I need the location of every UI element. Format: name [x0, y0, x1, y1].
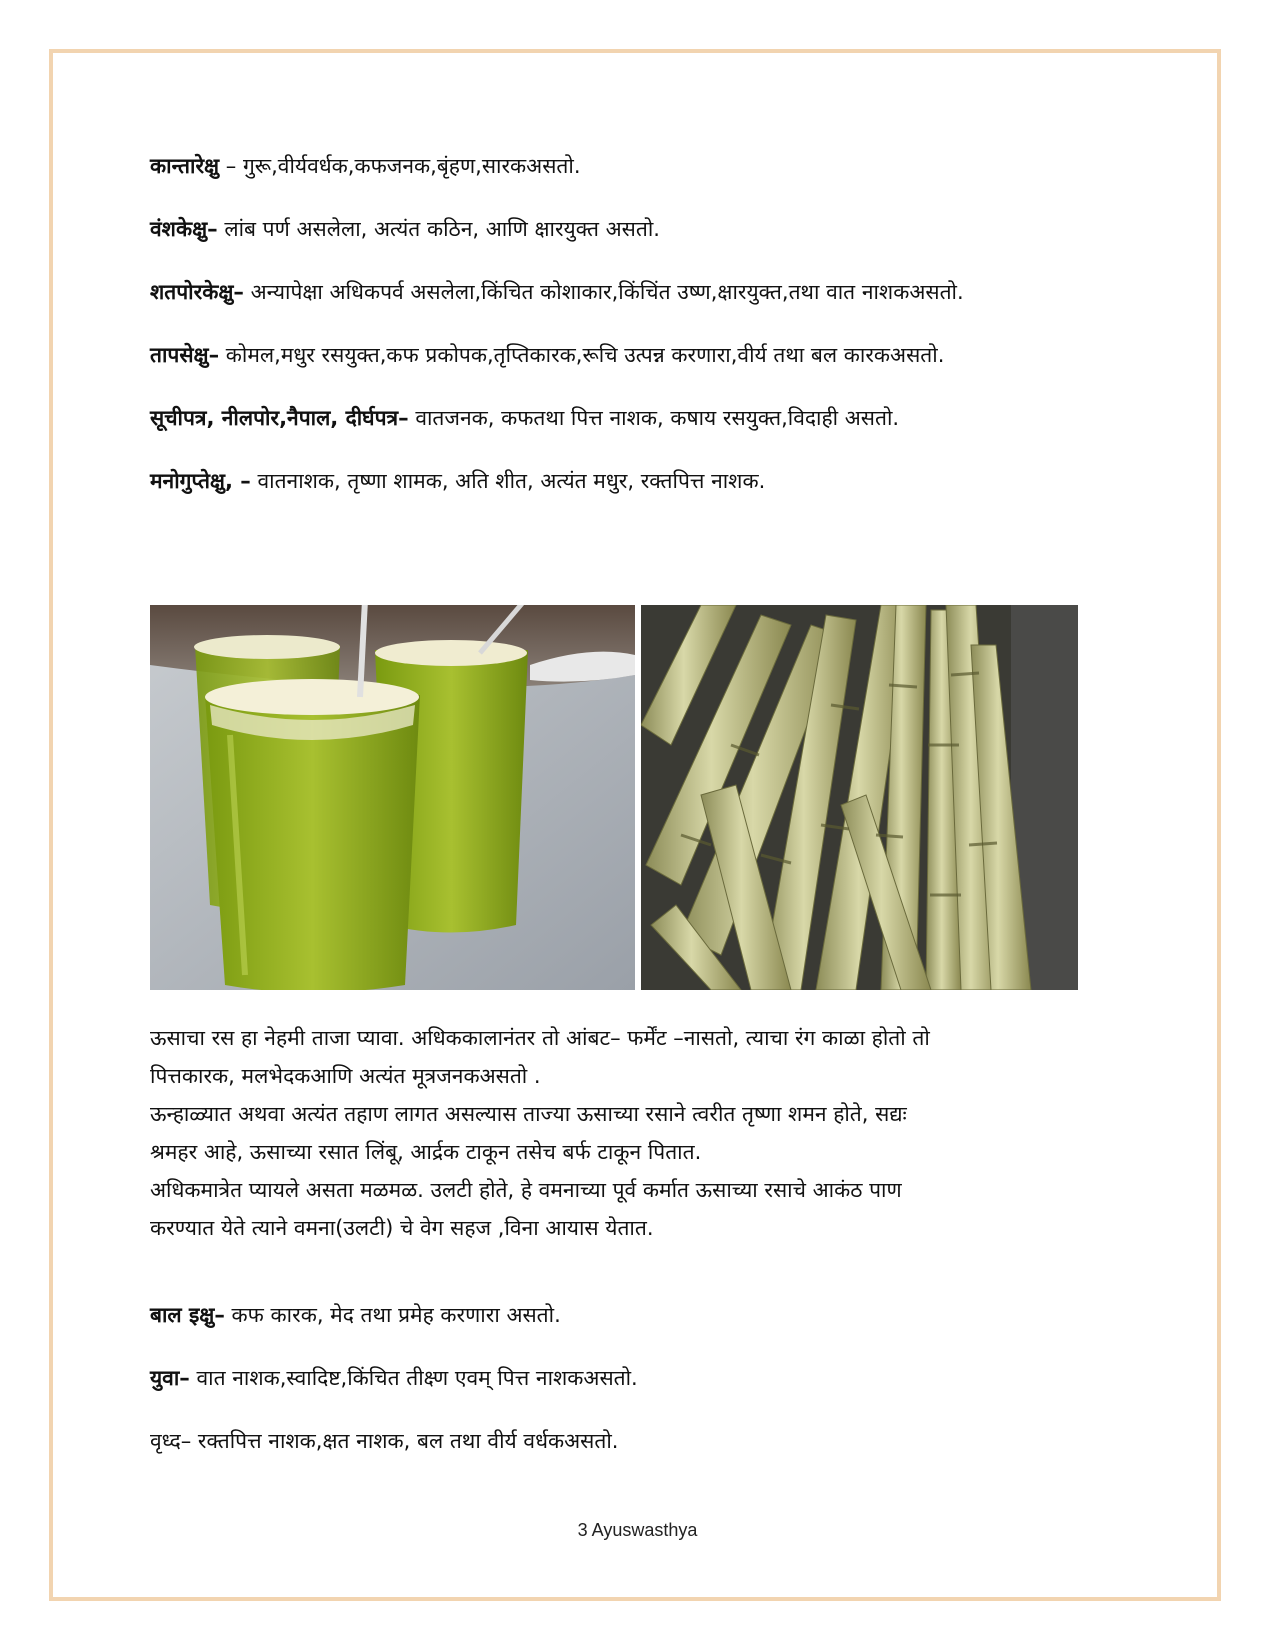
term: शतपोरकेक्षु– [150, 280, 244, 304]
description: कफ कारक, मेद तथा प्रमेह करणारा असतो. [231, 1303, 561, 1327]
body-section [150, 1019, 1110, 1247]
term: तापसेक्षु– [150, 343, 220, 367]
term: मनोगुप्तेक्षु, – [150, 469, 251, 493]
description: लांब पर्ण असलेला, अत्यंत कठिन, आणि क्षारयुक्त असतो. [224, 217, 660, 241]
sugarcane-juice-photo [150, 605, 635, 990]
paragraph-kantarekshu: कान्तारेक्षु – गुरू,वीर्यवर्धक,कफजनक,बृंहण,सारकअसतो. [150, 154, 581, 178]
body-line: अधिकमात्रेत प्यायले असता मळमळ. उलटी होते, हे वमनाच्या पूर्व कर्मात ऊसाच्या रसाचे आकंठ पाण [150, 1178, 902, 1202]
paragraph-manoguptekshu [150, 465, 1110, 497]
description: वात नाशक,स्वादिष्ट,किंचित तीक्ष्ण एवम् पित्त नाशकअसतो. [196, 1366, 638, 1390]
sugarcane-stalks-photo [641, 605, 1078, 990]
description: अन्यापेक्षा अधिकपर्व असलेला,किंचित कोशाकार,किंचिंत उष्ण,क्षारयुक्त,तथा वात नाशकअसतो. [250, 280, 964, 304]
term: बाल इक्षु– [150, 1303, 225, 1327]
paragraph-tapasekshu [150, 339, 1110, 371]
term: वृध्द– [150, 1429, 192, 1453]
term: युवा– [150, 1366, 190, 1390]
description: रक्तपित्त नाशक,क्षत नाशक, बल तथा वीर्य वर्धकअसतो. [197, 1429, 619, 1453]
age-section [150, 1299, 1110, 1488]
description: कोमल,मधुर रसयुक्त,कफ प्रकोपक,तृप्तिकारक,रूचि उत्पन्न करणारा,वीर्य तथा बल कारकअसतो. [225, 343, 945, 367]
paragraph-yuva [150, 1362, 1110, 1394]
paragraph-bal-ikshu [150, 1299, 1110, 1331]
description: वातजनक, कफतथा पित्त नाशक, कषाय रसयुक्त,विदाही असतो. [415, 406, 900, 430]
term: सूचीपत्र, नीलपोर,नैपाल, दीर्घपत्र– [150, 406, 409, 430]
body-line: ऊसाचा रस हा नेहमी ताजा प्यावा. अधिककालानंतर तो आंबट– फर्मेंट –नासतो, त्याचा रंग काळा होतो तो [150, 1026, 930, 1050]
page-footer: 3 Ayuswasthya [577, 1520, 698, 1540]
intro-section [150, 150, 1110, 528]
paragraph-suchipatra [150, 402, 1110, 434]
photo-row [150, 605, 1078, 990]
body-line: करण्यात येते त्याने वमना(उलटी) चे वेग सहज ,विना आयास येतात. [150, 1216, 654, 1240]
term: कान्तारेक्षु [150, 154, 220, 178]
paragraph-vriddha [150, 1425, 1110, 1457]
term: वंशकेक्षु– [150, 217, 218, 241]
body-line: ऊन्हाळ्यात अथवा अत्यंत तहाण लागत असल्यास ताज्या ऊसाच्या रसाने त्वरीत तृष्णा शमन होते, सद्यः [150, 1102, 907, 1126]
description: गुरू,वीर्यवर्धक,कफजनक,बृंहण,सारकअसतो. [242, 154, 581, 178]
body-line: पित्तकारक, मलभेदकआणि अत्यंत मूत्रजनकअसतो . [150, 1064, 541, 1088]
paragraph-vanshakekshu [150, 213, 1110, 245]
body-line: श्रमहर आहे, ऊसाच्या रसात लिंबू, आर्द्रक टाकून तसेच बर्फ टाकून पितात. [150, 1140, 702, 1164]
description: वातनाशक, तृष्णा शामक, अति शीत, अत्यंत मधुर, रक्तपित्त नाशक. [257, 469, 766, 493]
paragraph-shataporakekshu [150, 276, 1110, 308]
